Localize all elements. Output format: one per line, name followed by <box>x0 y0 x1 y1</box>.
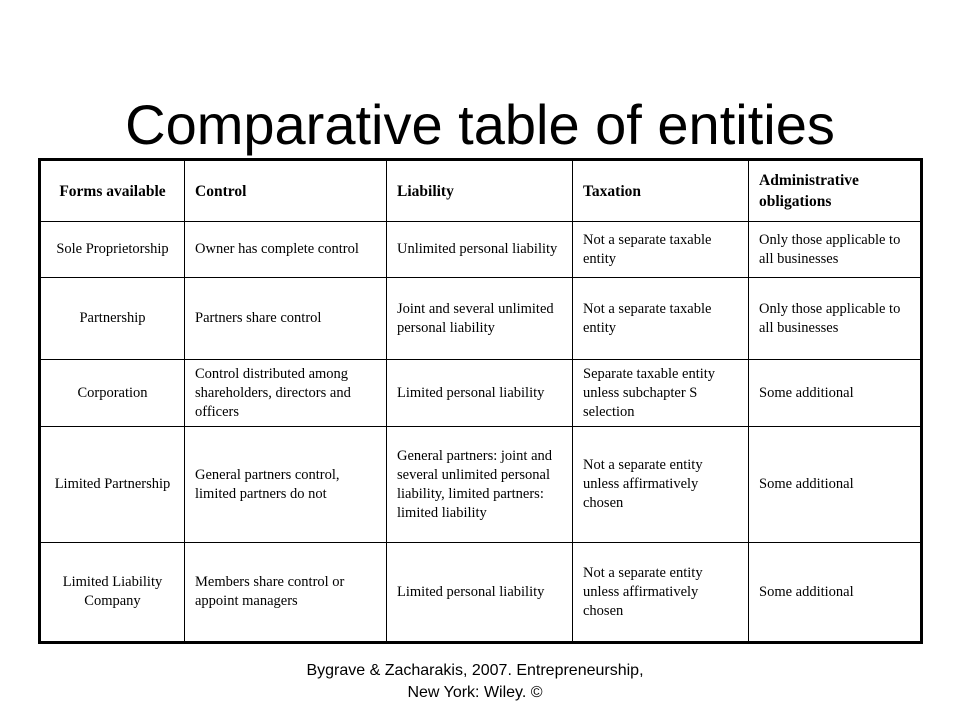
table-row <box>40 278 922 360</box>
cell-control: Members share control or appoint managers <box>185 543 387 643</box>
cell-taxation: Not a separate taxable entity <box>573 222 749 278</box>
cell-admin: Some additional <box>749 543 922 643</box>
header-liability: Liability <box>387 160 573 222</box>
cell-form: Limited Partnership <box>40 427 185 543</box>
cell-taxation: Not a separate entity unless affirmatively chosen <box>573 543 749 643</box>
cell-taxation: Separate taxable entity unless subchapter S selection <box>573 360 749 427</box>
cell-liability: General partners: joint and several unlimited personal liability, limited partners: limited liability <box>387 427 573 543</box>
table-row <box>40 427 922 543</box>
citation-line-1: Bygrave & Zacharakis, 2007. Entrepreneurship, <box>306 662 644 679</box>
cell-liability: Unlimited personal liability <box>387 222 573 278</box>
cell-admin: Only those applicable to all businesses <box>749 278 922 360</box>
cell-form: Corporation <box>40 360 185 427</box>
cell-control: Owner has complete control <box>185 222 387 278</box>
header-taxation: Taxation <box>573 160 749 222</box>
cell-control: Control distributed among shareholders, directors and officers <box>185 360 387 427</box>
slide-title: Comparative table of entities <box>125 93 835 156</box>
header-control: Control <box>185 160 387 222</box>
header-forms-available: Forms available <box>40 160 185 222</box>
cell-liability: Limited personal liability <box>387 543 573 643</box>
table-header-row <box>40 160 922 222</box>
cell-taxation: Not a separate entity unless affirmatively chosen <box>573 427 749 543</box>
entity-comparison-table <box>38 158 923 644</box>
cell-control: Partners share control <box>185 278 387 360</box>
cell-admin: Some additional <box>749 360 922 427</box>
cell-liability: Limited personal liability <box>387 360 573 427</box>
citation-line-2: New York: Wiley. © <box>407 684 543 701</box>
cell-form: Partnership <box>40 278 185 360</box>
cell-admin: Some additional <box>749 427 922 543</box>
cell-control: General partners control, limited partners do not <box>185 427 387 543</box>
table-row <box>40 222 922 278</box>
cell-admin: Only those applicable to all businesses <box>749 222 922 278</box>
footer-citation <box>250 660 700 704</box>
cell-liability: Joint and several unlimited personal liability <box>387 278 573 360</box>
cell-taxation: Not a separate taxable entity <box>573 278 749 360</box>
cell-form: Limited Liability Company <box>40 543 185 643</box>
cell-form: Sole Proprietorship <box>40 222 185 278</box>
table-row <box>40 543 922 643</box>
table-row <box>40 360 922 427</box>
header-administrative-obligations: Administrative obligations <box>749 160 922 222</box>
